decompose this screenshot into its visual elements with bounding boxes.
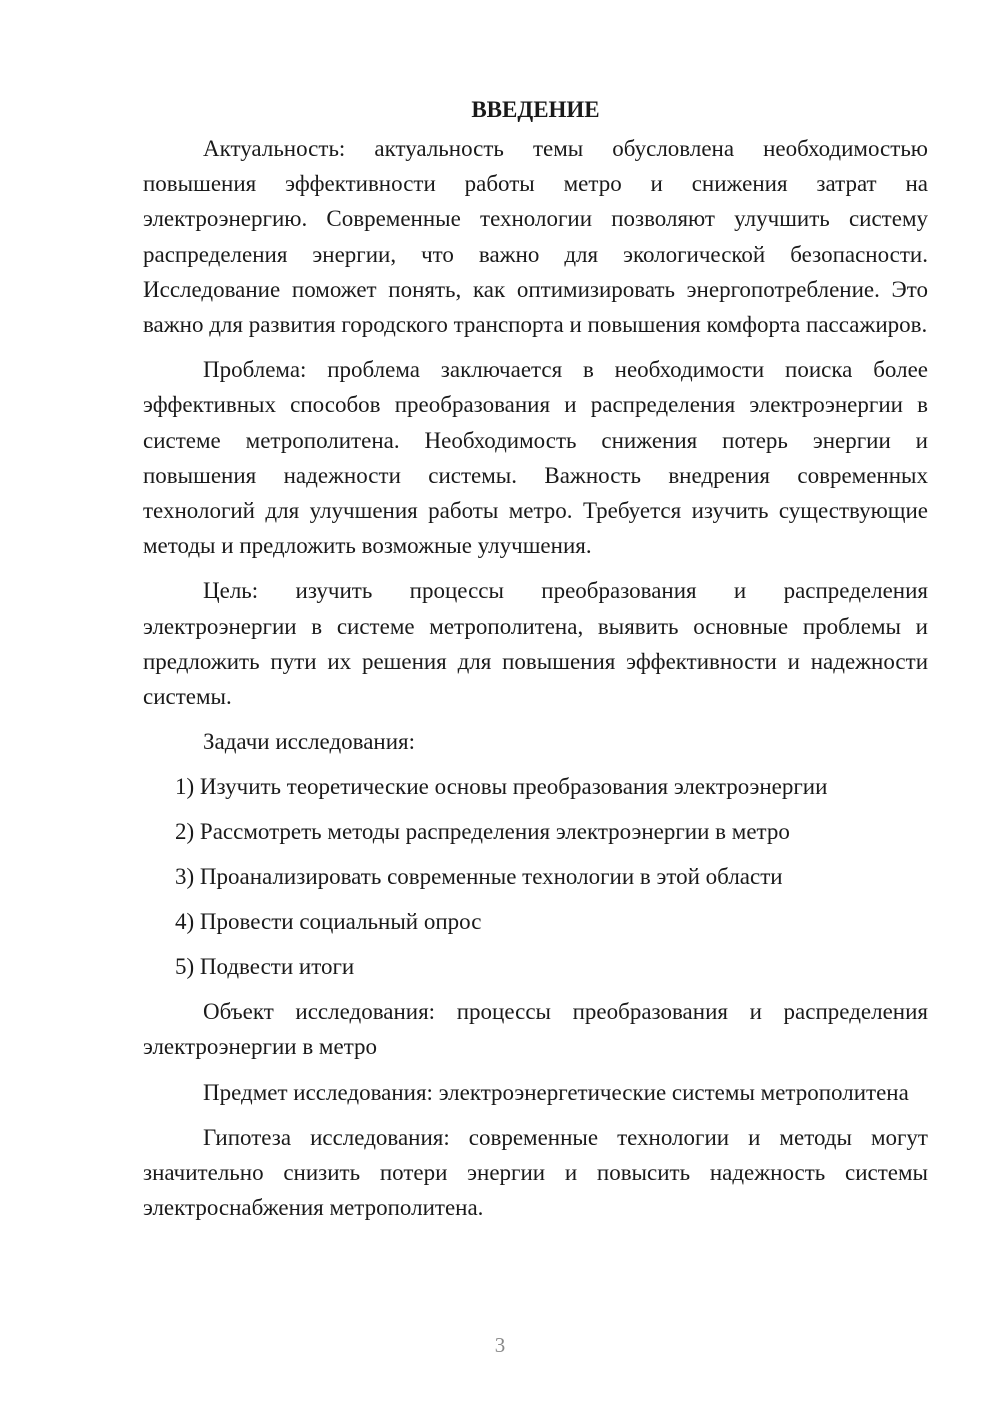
tasks-heading: Задачи исследования: xyxy=(203,729,416,755)
task-list xyxy=(143,769,928,984)
page-title: ВВЕДЕНИЕ xyxy=(471,97,600,122)
list-item: 3) Проанализировать современные технологии в этой области xyxy=(175,864,783,890)
list-item: 4) Провести социальный опрос xyxy=(175,909,482,935)
list-item: 1) Изучить теоретические основы преобразования электроэнергии xyxy=(175,774,828,800)
paragraph-relevance: Актуальность: актуальность темы обусловлена необходимостью повышения эффективности работы метро и снижения затрат на электроэнергию. Современные технологии позволяют улучшить систему распределения энергии, что важно для экологической безопасности. Исследование поможет понять, как оптимизировать энергопотребление. Это важно для развития городского транспорта и повышения комфорта пассажиров. xyxy=(143,136,928,338)
paragraph-subject: Предмет исследования: электроэнергетические системы метрополитена xyxy=(203,1079,909,1105)
paragraph-problem: Проблема: проблема заключается в необходимости поиска более эффективных способов преобразования и распределения электроэнергии в системе метрополитена. Необходимость снижения потерь энергии и повышения надежности системы. Важность внедрения современных технологий для улучшения работы метро. Требуется изучить существующие методы и предложить возможные улучшения. xyxy=(143,357,928,559)
list-item: 5) Подвести итоги xyxy=(175,954,355,980)
paragraph-hypothesis: Гипотеза исследования: современные технологии и методы могут значительно снизить потери энергии и повысить надежность системы электроснабжения метрополитена. xyxy=(143,1124,928,1221)
list-item: 2) Рассмотреть методы распределения электроэнергии в метро xyxy=(175,819,790,845)
paragraph-goal: Цель: изучить процессы преобразования и распределения электроэнергии в системе метрополитена, выявить основные проблемы и предложить пути их решения для повышения эффективности и надежности системы. xyxy=(143,578,928,710)
page-number: 3 xyxy=(494,1333,506,1357)
paragraph-object: Объект исследования: процессы преобразования и распределения электроэнергии в метро xyxy=(143,999,928,1060)
document-page xyxy=(143,92,928,1235)
